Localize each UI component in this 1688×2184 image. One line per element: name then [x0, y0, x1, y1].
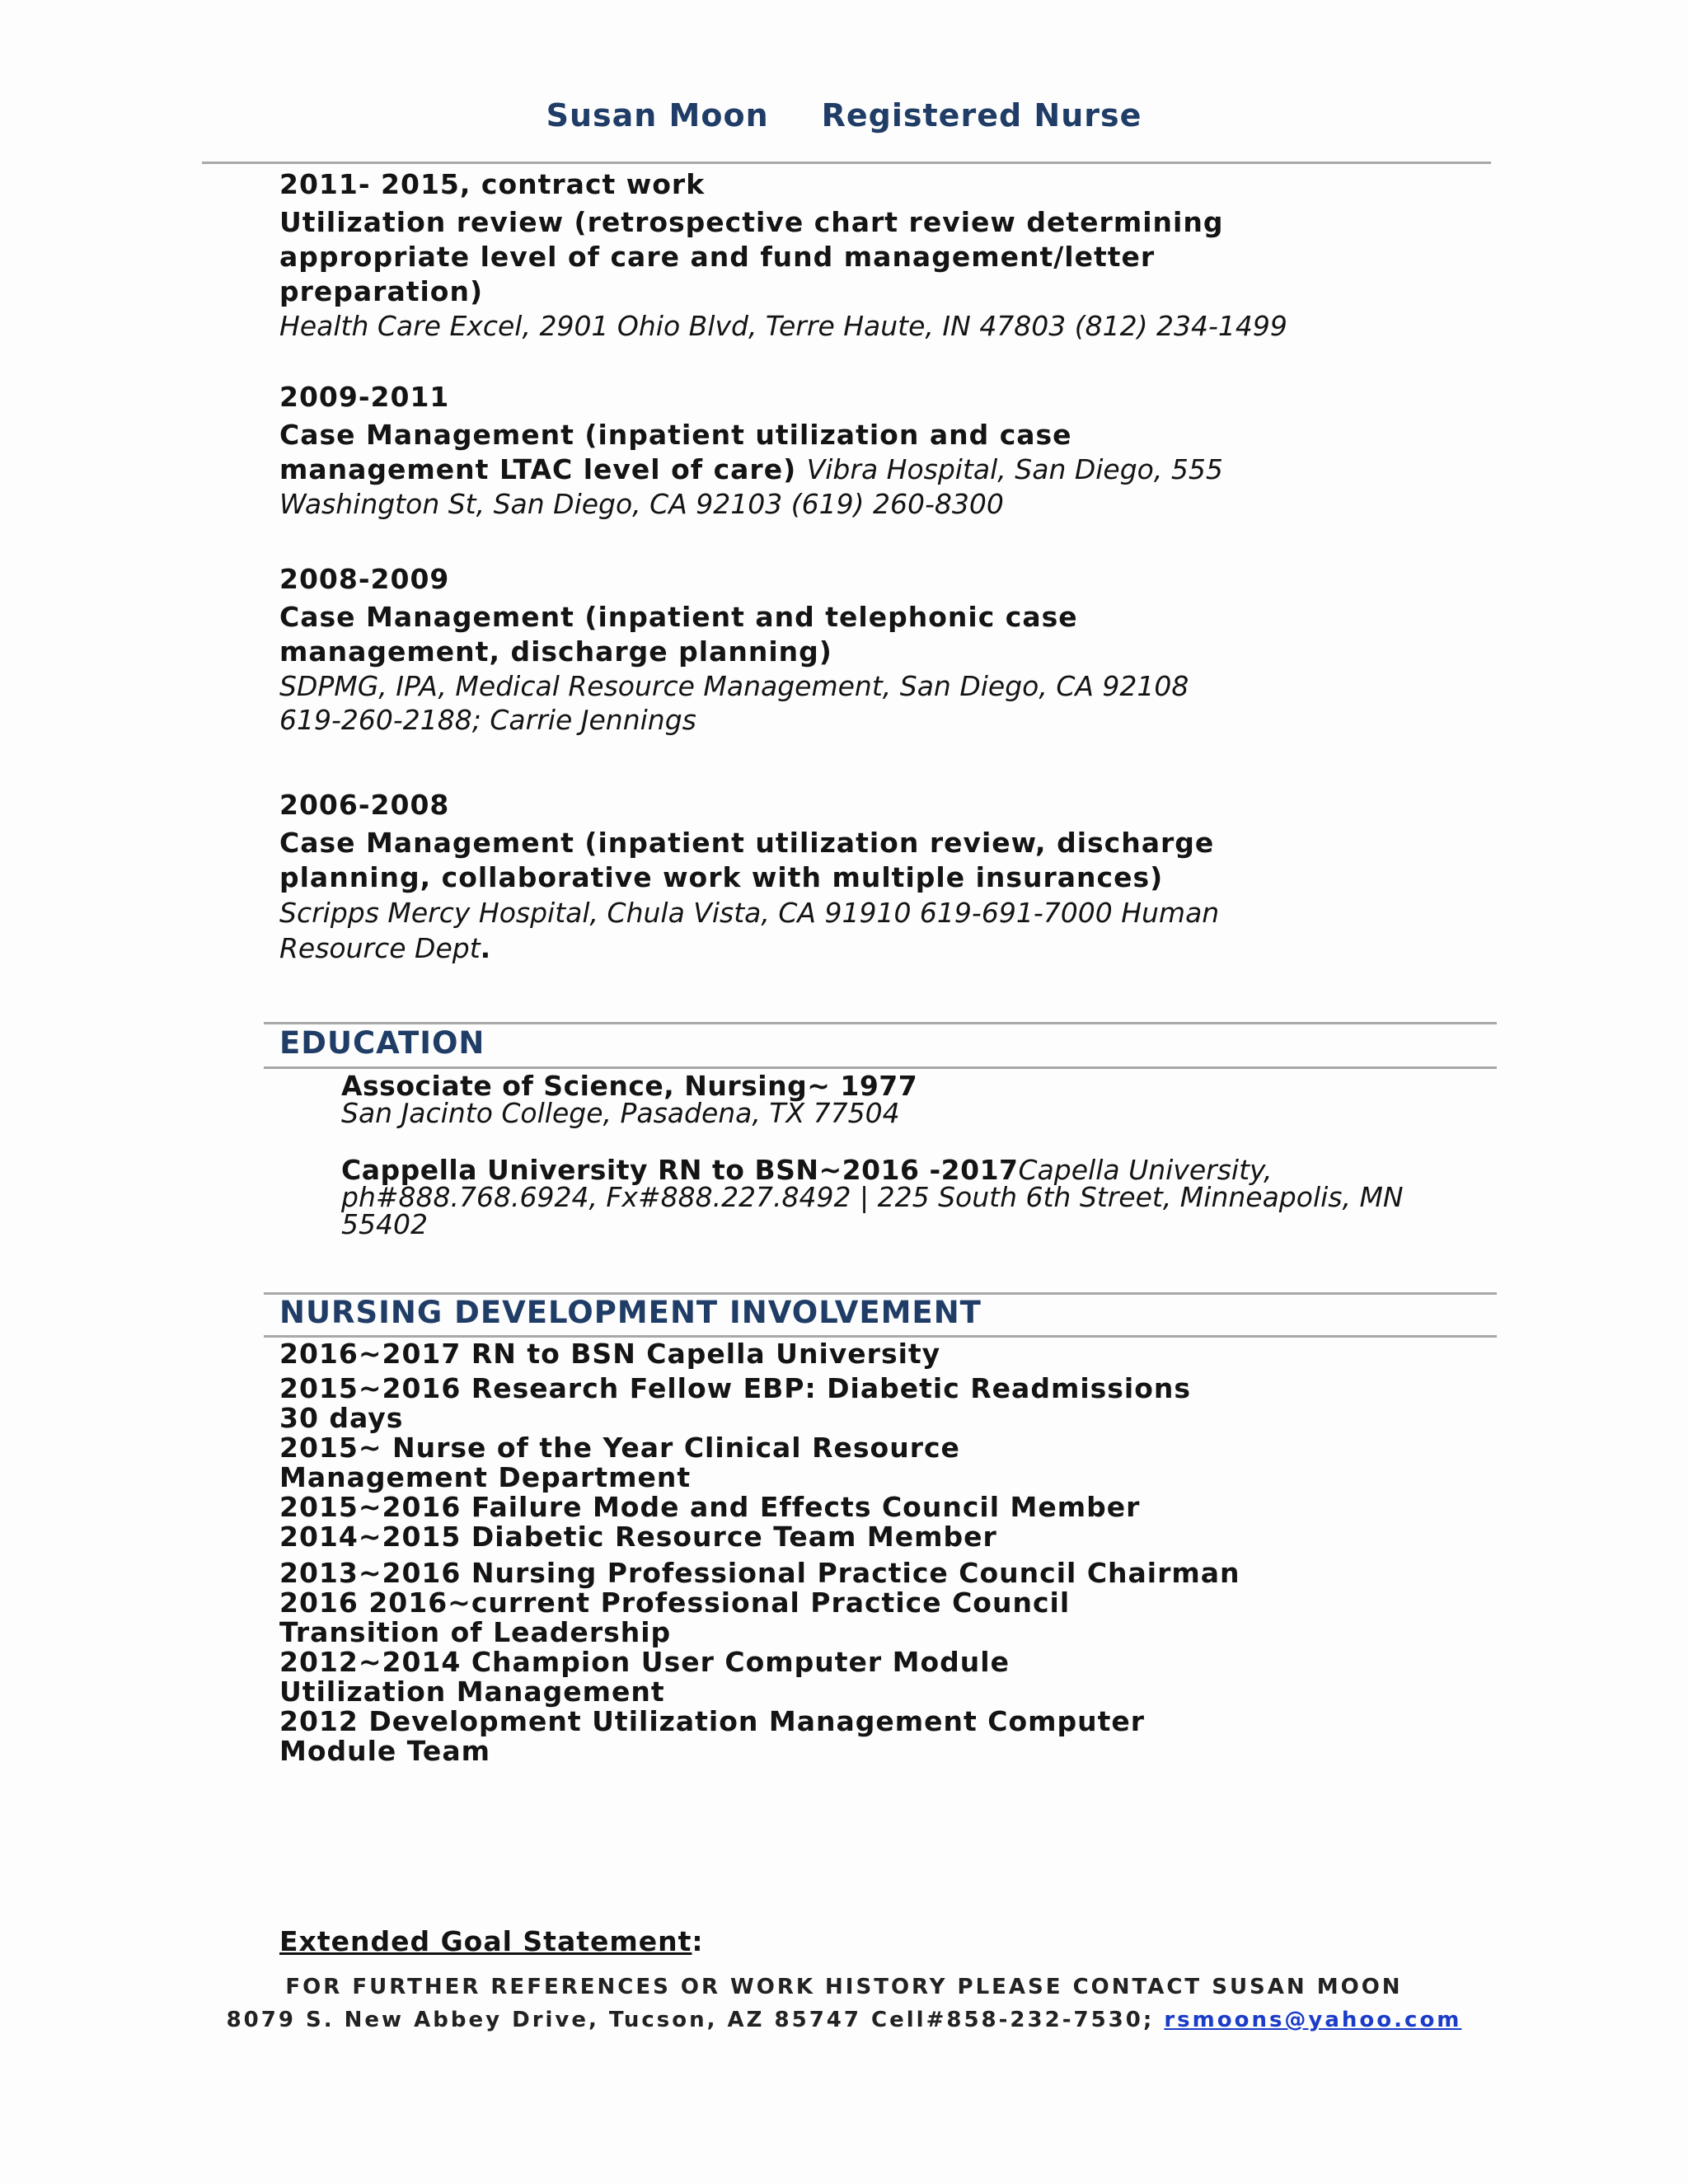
experience-entry [279, 167, 1287, 343]
footer-contact-line: FOR FURTHER REFERENCES OR WORK HISTORY PLEASE CONTACT SUSAN MOON [285, 1975, 1403, 1999]
experience-place: Health Care Excel, 2901 Ohio Blvd, Terre Haute, IN 47803 (812) 234-1499 [279, 310, 1287, 342]
experience-place: SDPMG, IPA, Medical Resource Management, San Diego, CA 92108 619-260-2188; Carrie Jennings [279, 670, 1189, 736]
footer-email-link[interactable]: rsmoons@yahoo.com [1164, 2008, 1462, 2032]
header-name: Susan Moon [546, 97, 769, 134]
experience-place: Vibra Hospital, San Diego, 555 Washington St, San Diego, CA 92103 (619) 260-8300 [279, 453, 1223, 520]
development-item: 2015~2016 Failure Mode and Effects Council Member [279, 1491, 1141, 1523]
development-item: 2012 Development Utilization Management Computer Module Team [279, 1705, 1146, 1767]
experience-entry [279, 380, 1268, 522]
experience-years: 2011- 2015, contract work [279, 168, 706, 200]
goal-label: Extended Goal Statement [279, 1925, 692, 1957]
development-heading: NURSING DEVELOPMENT INVOLVEMENT [279, 1295, 982, 1330]
education-title: Associate of Science, Nursing~ 1977 [341, 1070, 918, 1102]
experience-role: Case Management (inpatient utilization and case management LTAC level of care) [279, 419, 1072, 485]
goal-colon: : [692, 1925, 704, 1957]
experience-role: Utilization review (retrospective chart review determining appropriate level of care and fund management/letter preparation) [279, 206, 1224, 307]
experience-years: 2006-2008 [279, 789, 450, 821]
header-title: Registered Nurse [821, 97, 1142, 134]
footer-address: 8079 S. New Abbey Drive, Tucson, AZ 85747 Cell#858-232-7530; [226, 2008, 1155, 2032]
education-school: San Jacinto College, Pasadena, TX 77504 [341, 1097, 900, 1129]
development-list [279, 1339, 1268, 1766]
education-title: Cappella University RN to BSN~2016 -2017 [341, 1154, 1019, 1186]
education-item-wrap [341, 1156, 1429, 1238]
development-item: 2016 2016~current Professional Practice Council Transition of Leadership [279, 1586, 1071, 1648]
education-item [341, 1156, 1429, 1238]
education-top-rule [264, 1022, 1497, 1024]
experience-place: Scripps Mercy Hospital, Chula Vista, CA 91910 619-691-7000 Human Resource Dept [279, 897, 1220, 964]
education-bottom-rule [264, 1066, 1497, 1069]
experience-years: 2008-2009 [279, 563, 450, 595]
experience-entry [279, 788, 1268, 966]
development-item: 2015~ Nurse of the Year Clinical Resource Management Department [279, 1432, 960, 1493]
development-item: 2015~2016 Research Fellow EBP: Diabetic Readmissions 30 days [279, 1372, 1192, 1434]
footer-address-line [0, 2008, 1688, 2032]
resume-header [0, 97, 1688, 134]
experience-place-wrap [279, 895, 1252, 966]
goal-statement [279, 1925, 704, 1957]
experience-role: Case Management (inpatient utilization review, discharge planning, collaborative work with multiple insurances) [279, 827, 1215, 893]
experience-place-end: . [480, 932, 491, 964]
experience-role-wrap [279, 418, 1227, 522]
experience-years: 2009-2011 [279, 381, 450, 413]
education-school: Capella University, ph#888.768.6924, Fx#888.227.8492 | 225 South 6th Street, Minneapolis, MN 55402 [341, 1154, 1404, 1240]
experience-role: Case Management (inpatient and telephonic case management, discharge planning) [279, 601, 1078, 668]
development-item: 2012~2014 Champion User Computer Module Utilization Management [279, 1646, 1010, 1708]
header-divider [202, 162, 1491, 164]
education-item [341, 1072, 1429, 1127]
education-heading: EDUCATION [279, 1025, 485, 1061]
experience-entry [279, 562, 1268, 737]
development-item: 2014~2015 Diabetic Resource Team Member [279, 1521, 997, 1553]
development-item: 2016~2017 RN to BSN Capella University [279, 1338, 941, 1370]
development-item: 2013~2016 Nursing Professional Practice Council Chairman [279, 1557, 1240, 1589]
